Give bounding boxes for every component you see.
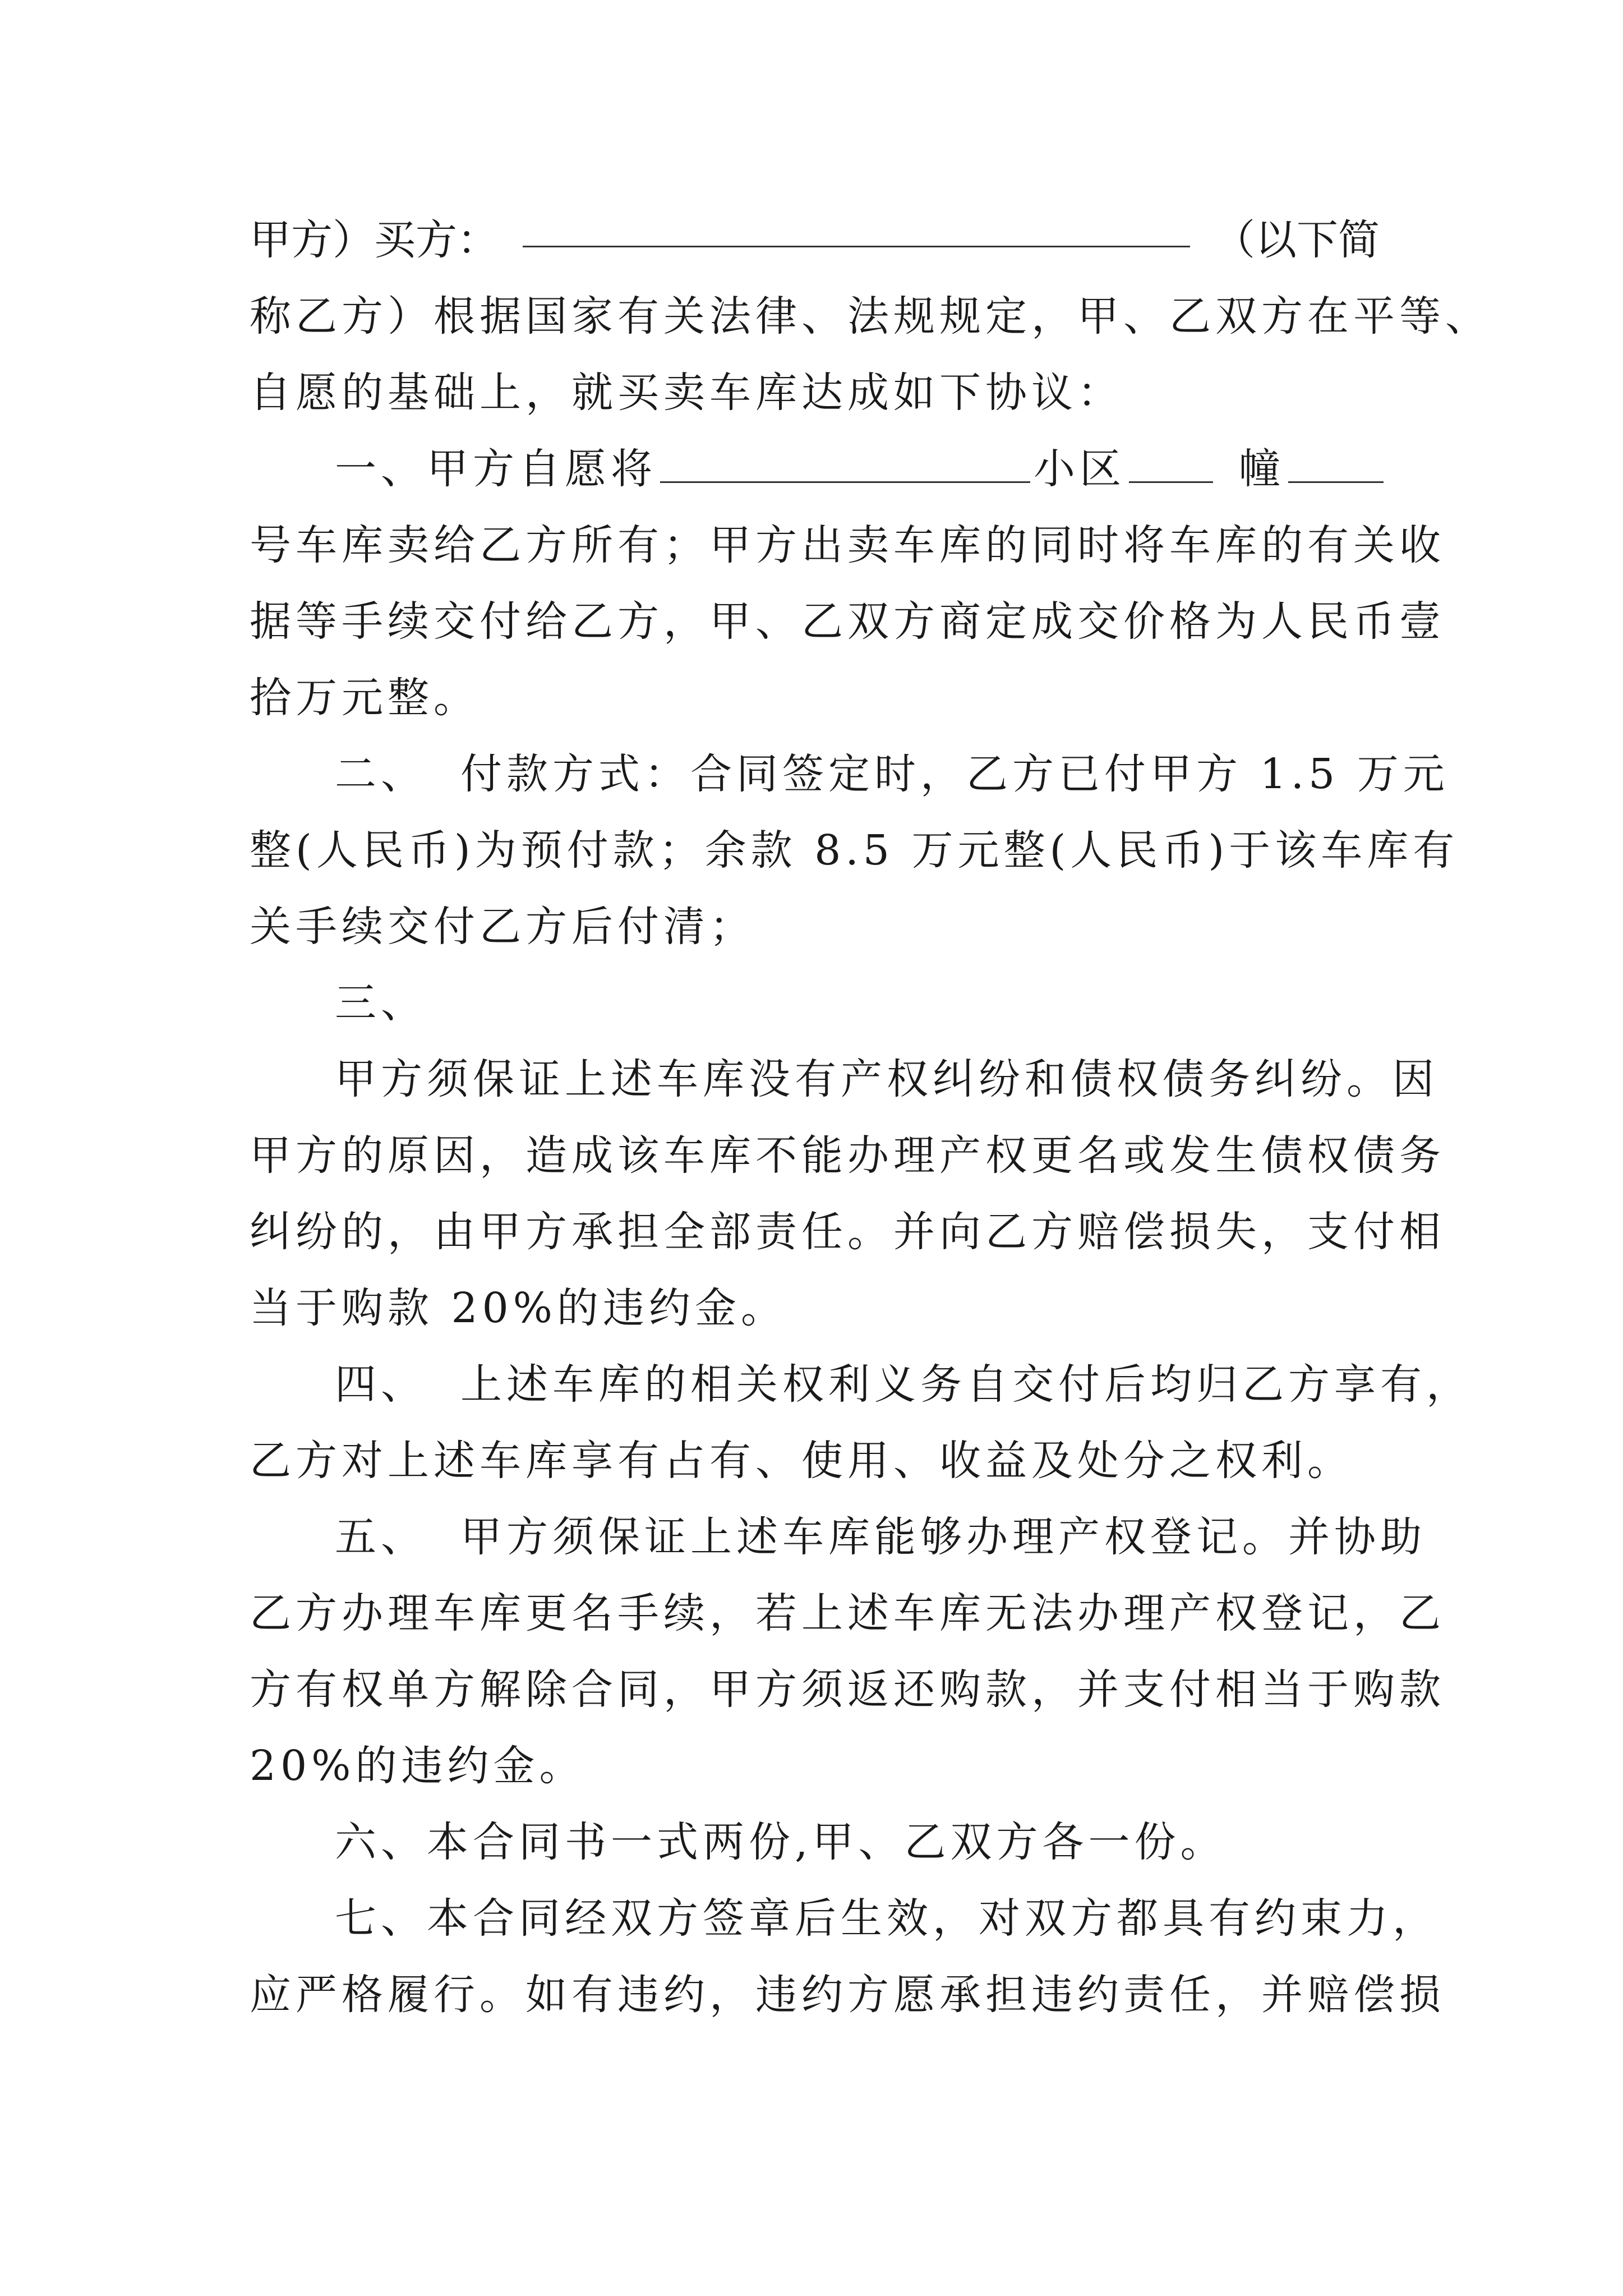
paragraph-1-line-3: 自愿的基础上，就买卖车库达成如下协议： (250, 369, 1123, 417)
buyer-alias-label: （以下简 (1214, 216, 1380, 264)
clause-2-line-1 (250, 736, 1449, 812)
clause-1-line-4: 拾万元整。 (250, 674, 479, 722)
clause-2-line-2: 整(人民币)为预付款；余款 8.5 万元整(人民币)于该车库有 (250, 826, 1459, 875)
clause-5-line-2: 乙方办理车库更名手续，若上述车库无法办理产权登记，乙 (250, 1589, 1445, 1637)
clause-7-line-2: 应严格履行。如有违约，违约方愿承担违约责任，并赔偿损 (250, 1971, 1445, 2019)
clause-5-number: 五、 (335, 1513, 427, 1561)
clause-1-line-3: 据等手续交付给乙方，甲、乙双方商定成交价格为人民币壹 (250, 597, 1445, 646)
clause-3-heading: 三、 (335, 979, 427, 1027)
clause-5-text: 甲方须保证上述车库能够办理产权登记。并协助 (460, 1513, 1426, 1561)
buyer-name-blank[interactable] (523, 202, 1190, 247)
clause-4-line-1 (250, 1346, 1472, 1423)
clause-4-number: 四、 (335, 1360, 427, 1409)
clause-3-line-4: 当于购款 20%的违约金。 (250, 1284, 787, 1332)
community-label: 小区 (1034, 445, 1126, 493)
buyer-label: 甲方）买方： (250, 216, 499, 264)
clause-3-line-1: 甲方须保证上述车库没有产权纠纷和债权债务纠纷。因 (335, 1055, 1438, 1103)
paragraph-1-line-2: 称乙方）根据国家有关法律、法规规定，甲、乙双方在平等、 (250, 292, 1491, 341)
clause-3-line-2: 甲方的原因，造成该车库不能办理产权更名或发生债权债务 (250, 1131, 1445, 1180)
contract-body (250, 202, 1491, 2033)
clause-4-line-2: 乙方对上述车库享有占有、使用、收益及处分之权利。 (250, 1437, 1353, 1485)
clause-5-line-3: 方有权单方解除合同，甲方须返还购款，并支付相当于购款 (250, 1665, 1445, 1714)
garage-number-blank[interactable] (1288, 438, 1384, 483)
community-name-blank[interactable] (660, 438, 1030, 483)
clause-1-text: 一、甲方自愿将 (335, 445, 657, 493)
clause-1-line-2: 号车库卖给乙方所有；甲方出卖车库的同时将车库的有关收 (250, 521, 1445, 569)
clause-2-number: 二、 (335, 750, 427, 798)
clause-2-line-3: 关手续交付乙方后付清； (250, 903, 755, 951)
clause-4-text: 上述车库的相关权利义务自交付后均归乙方享有， (460, 1360, 1472, 1409)
paragraph-1-line-1 (250, 202, 1380, 278)
clause-1-line-1 (250, 431, 1380, 507)
clause-2-text: 付款方式：合同签定时，乙方已付甲方 1.5 万元 (460, 750, 1449, 798)
clause-5-line-1 (250, 1499, 1426, 1575)
building-number-blank[interactable] (1129, 438, 1213, 483)
clause-7-line-1: 七、本合同经双方签章后生效，对双方都具有约束力， (335, 1894, 1438, 1943)
clause-5-line-4: 20%的违约金。 (250, 1742, 585, 1790)
building-label: 幢 (1239, 445, 1285, 493)
clause-6-line-1: 六、本合同书一式两份,甲、乙双方各一份。 (335, 1818, 1227, 1866)
clause-3-line-3: 纠纷的，由甲方承担全部责任。并向乙方赔偿损失，支付相 (250, 1208, 1445, 1256)
